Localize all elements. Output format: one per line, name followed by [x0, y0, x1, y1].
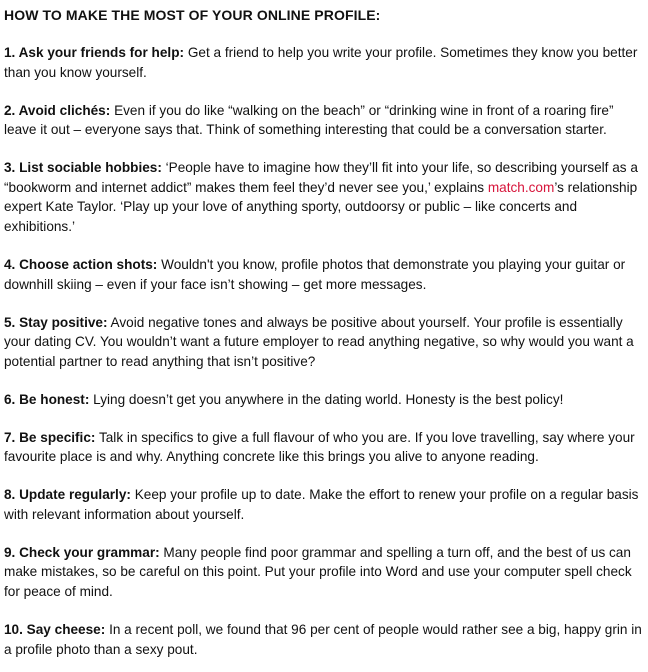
tip-item-9	[4, 543, 648, 602]
tip-item-6	[4, 390, 648, 410]
tip-item-5	[4, 313, 648, 372]
tip-text: Even if you do like “walking on the beach” or “drinking wine in front of a roaring fire” leave it out – everyone says that. Think of something interesting that could be a conversation starter.	[4, 102, 614, 138]
tip-item-7	[4, 428, 648, 467]
tip-text: Avoid negative tones and always be positive about yourself. Your profile is essentially your dating CV. You wouldn’t want a future employer to read anything negative, so why would you want a potential partner to read anything that isn’t positive?	[4, 314, 634, 369]
tip-text: Get a friend to help you write your profile. Sometimes they know you better than you know yourself.	[4, 45, 638, 80]
tip-item-8	[4, 485, 648, 524]
tip-text: Wouldn't you know, profile photos that demonstrate you playing your guitar or downhill skiing – even if your face isn’t showing – get more messages.	[4, 256, 626, 292]
tip-text: Many people find poor grammar and spelling a turn off, and the best of us can make mistakes, so be careful on this point. Put your profile into Word and use your computer spell check for peace of mind.	[4, 544, 632, 599]
tip-title: 2. Avoid clichés:	[4, 102, 111, 118]
tip-title: 1. Ask your friends for help:	[4, 45, 185, 60]
tip-item-3	[4, 158, 648, 236]
tip-title: 5. Stay positive:	[4, 314, 108, 330]
tip-item-4	[4, 255, 648, 294]
tip-title: 8. Update regularly:	[4, 487, 131, 503]
tips-list	[4, 43, 648, 659]
tip-text: Keep your profile up to date. Make the effort to renew your profile on a regular basis with relevant information about yourself.	[4, 487, 639, 522]
match-com-link[interactable]: match.com	[487, 179, 555, 195]
tip-title: 3. List sociable hobbies:	[4, 160, 162, 176]
page-title: HOW TO MAKE THE MOST OF YOUR ONLINE PROFILE:	[4, 7, 381, 23]
tip-title: 9. Check your grammar:	[4, 544, 160, 560]
tip-text: Talk in specifics to give a full flavour of who you are. If you love travelling, say where your favourite place is and why. Anything concrete like this brings you alive to anyone reading.	[4, 429, 635, 465]
tip-item-1	[4, 43, 648, 82]
tip-text: Lying doesn’t get you anywhere in the dating world. Honesty is the best policy!	[93, 391, 564, 407]
tip-title: 6. Be honest:	[4, 391, 90, 407]
tip-item-10	[4, 620, 648, 659]
tip-text-before-link: ‘People have to imagine how they’ll fit into your life, so describing yourself as a “bookworm and internet addict” makes them feel they’d never see you,’ explains	[4, 160, 638, 195]
tip-title: 10. Say cheese:	[4, 621, 106, 637]
tip-text-after-link: ’s relationship expert Kate Taylor. ‘Play up your love of anything sporty, outdoorsy or public – like concerts and exhibitions.’	[4, 179, 638, 234]
tip-item-2	[4, 101, 648, 140]
tip-text: In a recent poll, we found that 96 per cent of people would rather see a big, happy grin in a profile photo than a sexy pout.	[4, 621, 642, 657]
tip-title: 7. Be specific:	[4, 429, 96, 445]
tip-title: 4. Choose action shots:	[4, 256, 158, 272]
